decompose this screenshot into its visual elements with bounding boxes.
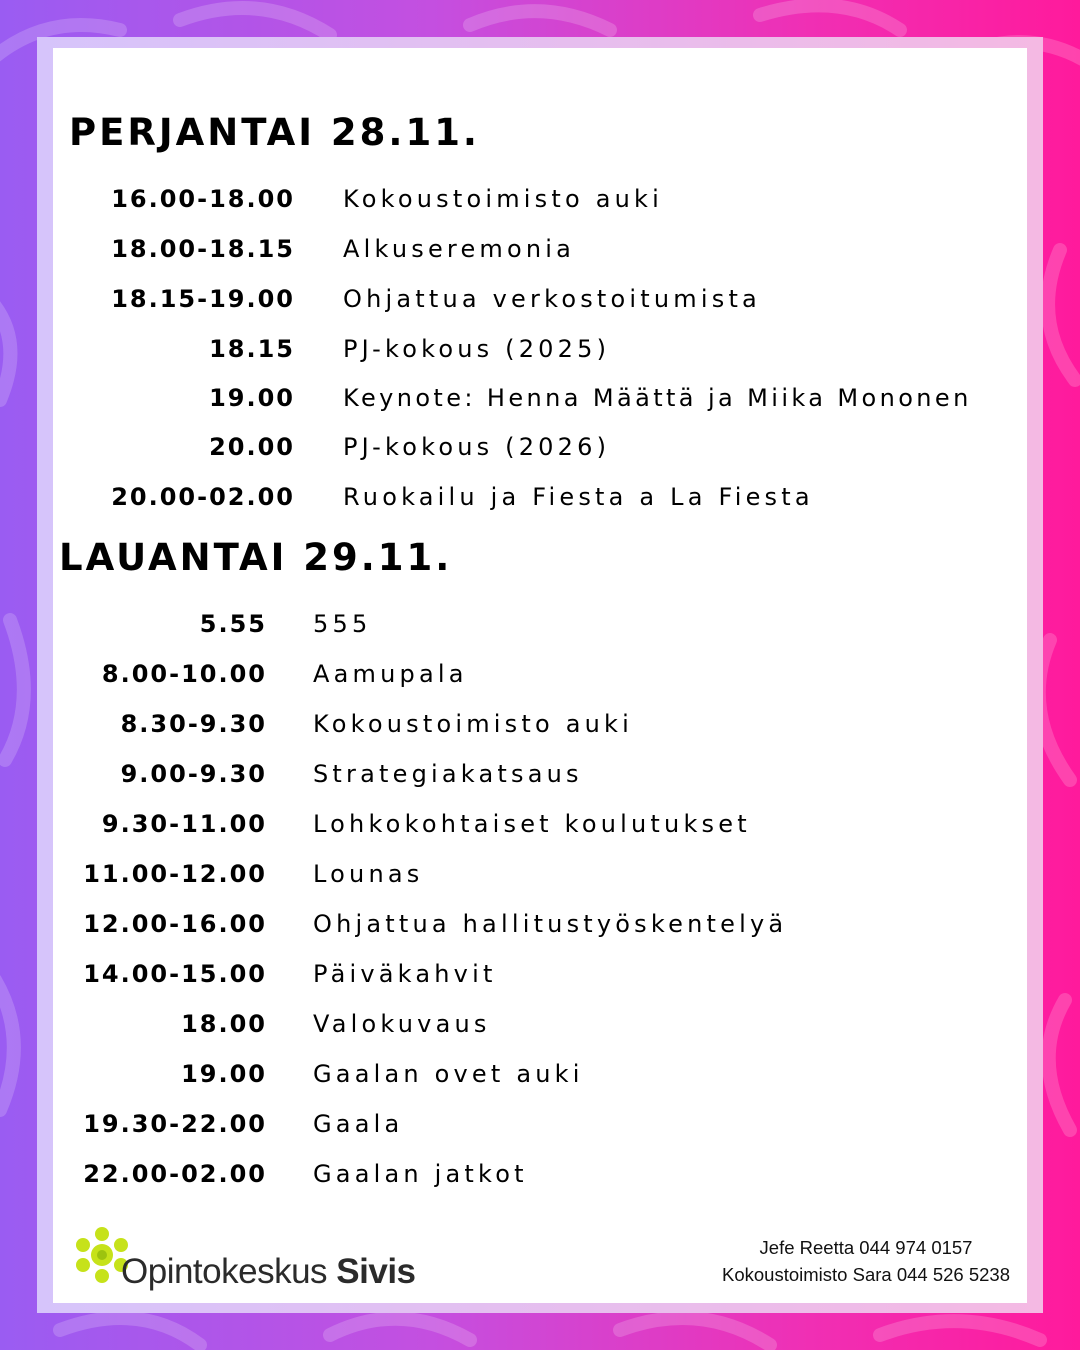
contact-line-kokoustoimisto: Kokoustoimisto Sara 044 526 5238 — [722, 1264, 1010, 1285]
schedule-time: 8.00-10.00 — [101, 660, 267, 688]
contact-line-jefe: Jefe Reetta 044 974 0157 — [759, 1237, 973, 1258]
schedule-event: Päiväkahvit — [313, 960, 497, 988]
schedule-event: Ruokailu ja Fiesta a La Fiesta — [343, 483, 814, 511]
schedule-event: Gaalan ovet auki — [313, 1060, 584, 1088]
schedule-row — [53, 956, 993, 992]
schedule-row — [53, 856, 993, 892]
schedule-time: 19.00 — [209, 384, 295, 412]
schedule-row — [53, 181, 993, 217]
schedule-event: Lounas — [313, 860, 424, 888]
schedule-time: 12.00-16.00 — [83, 910, 267, 938]
schedule-event: Keynote: Henna Määttä ja Miika Mononen — [343, 384, 972, 412]
saturday-heading: LAUANTAI 29.11. — [59, 536, 453, 579]
schedule-row — [53, 706, 993, 742]
schedule-event: PJ-kokous (2026) — [343, 433, 611, 461]
schedule-row — [53, 429, 993, 465]
schedule-event: Valokuvaus — [313, 1010, 491, 1038]
schedule-event: Aamupala — [313, 660, 468, 688]
schedule-row — [53, 231, 993, 267]
schedule-time: 22.00-02.00 — [83, 1160, 267, 1188]
schedule-row — [53, 1106, 993, 1142]
schedule-event: Strategiakatsaus — [313, 760, 583, 788]
schedule-time: 9.00-9.30 — [120, 760, 267, 788]
schedule-row — [53, 331, 993, 367]
schedule-time: 19.30-22.00 — [83, 1110, 267, 1138]
schedule-time: 20.00 — [209, 433, 295, 461]
schedule-row — [53, 906, 993, 942]
schedule-event: 555 — [313, 610, 372, 638]
schedule-event: Ohjattua verkostoitumista — [343, 285, 761, 313]
schedule-time: 5.55 — [199, 610, 267, 638]
schedule-event: Gaala — [313, 1110, 404, 1138]
schedule-time: 19.00 — [181, 1060, 267, 1088]
schedule-row — [53, 756, 993, 792]
contact-info — [722, 1234, 1010, 1288]
schedule-time: 16.00-18.00 — [111, 185, 295, 213]
schedule-time: 20.00-02.00 — [111, 483, 295, 511]
schedule-time: 18.00-18.15 — [111, 235, 295, 263]
schedule-event: Ohjattua hallitustyöskentelyä — [313, 910, 788, 938]
schedule-time: 18.15 — [209, 335, 295, 363]
schedule-row — [53, 606, 993, 642]
schedule-time: 8.30-9.30 — [120, 710, 267, 738]
schedule-event: Kokoustoimisto auki — [313, 710, 633, 738]
logo-text — [121, 1252, 416, 1292]
schedule-card — [53, 48, 1027, 1303]
logo-text-regular: Opintokeskus — [121, 1252, 328, 1291]
schedule-row — [53, 479, 993, 515]
schedule-event: Gaalan jatkot — [313, 1160, 528, 1188]
friday-heading: PERJANTAI 28.11. — [69, 111, 480, 154]
schedule-row — [53, 281, 993, 317]
schedule-time: 11.00-12.00 — [83, 860, 267, 888]
schedule-time: 18.00 — [181, 1010, 267, 1038]
schedule-event: Alkuseremonia — [343, 235, 576, 263]
schedule-time: 9.30-11.00 — [101, 810, 267, 838]
schedule-row — [53, 1056, 993, 1092]
opintokeskus-sivis-logo — [71, 1224, 451, 1304]
schedule-time: 14.00-15.00 — [83, 960, 267, 988]
schedule-event: PJ-kokous (2025) — [343, 335, 611, 363]
schedule-row — [53, 380, 1013, 416]
schedule-row — [53, 656, 993, 692]
schedule-event: Lohkokohtaiset koulutukset — [313, 810, 751, 838]
schedule-row — [53, 1006, 993, 1042]
schedule-event: Kokoustoimisto auki — [343, 185, 663, 213]
schedule-row — [53, 806, 993, 842]
schedule-row — [53, 1156, 993, 1192]
logo-text-bold: Sivis — [336, 1252, 416, 1291]
schedule-time: 18.15-19.00 — [111, 285, 295, 313]
